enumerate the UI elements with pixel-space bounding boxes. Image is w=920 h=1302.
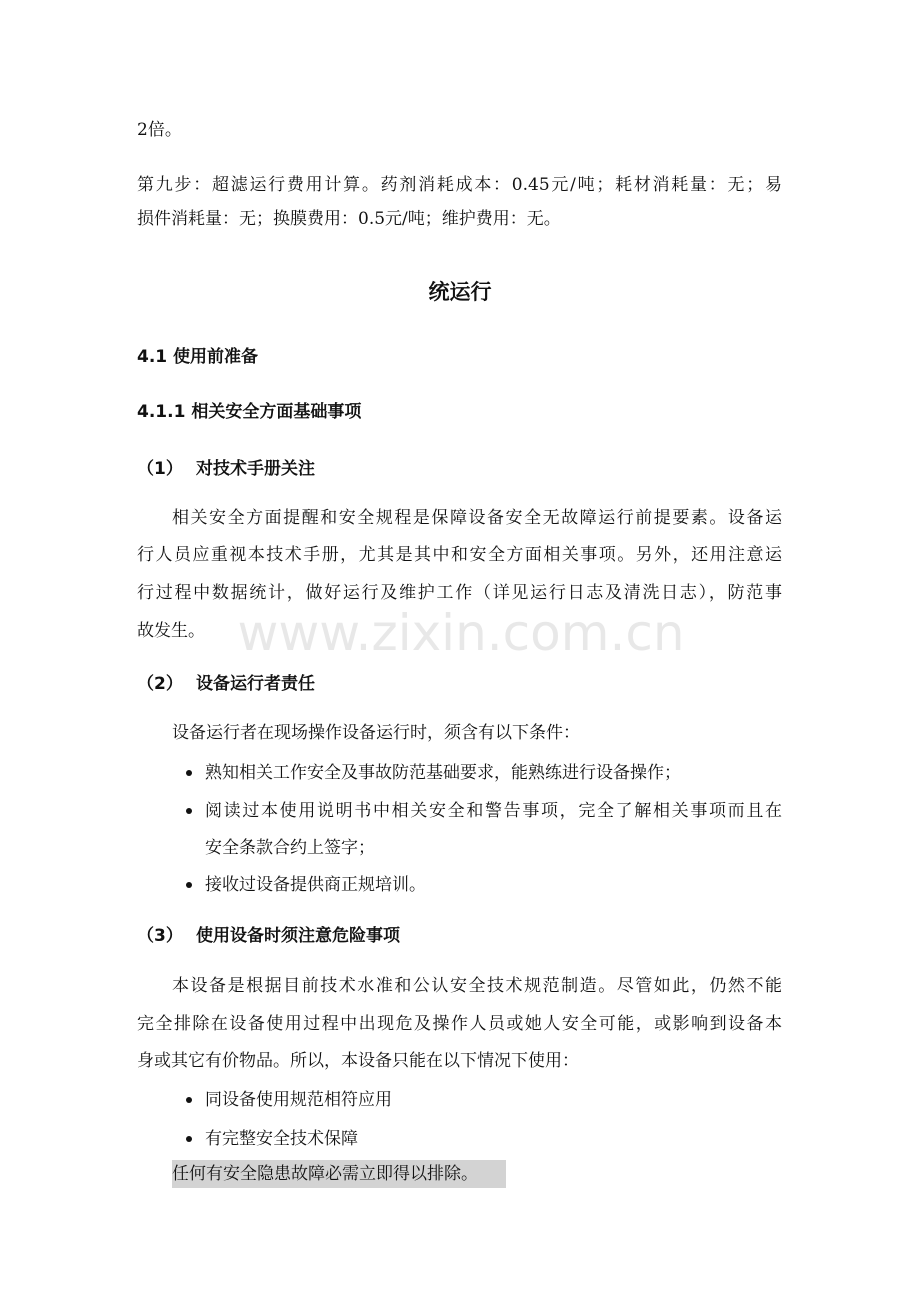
section-heading-4-1-1: 4.1.1 相关安全方面基础事项 — [137, 402, 362, 422]
final-note: 任何有安全隐患故障必需立即得以排除。 — [172, 1164, 478, 1184]
item-1-title: 对技术手册关注 — [196, 459, 315, 479]
item-1-para-line-3: 行过程中数据统计，做好运行及维护工作（详见运行日志及清洗日志），防范事 — [137, 583, 782, 603]
item-1-para-line-4: 故发生。 — [137, 621, 205, 641]
item-2-bullet-1: 熟知相关工作安全及事故防范基础要求，能熟练进行设备操作； — [205, 763, 681, 783]
item-1-para-line-1: 相关安全方面提醒和安全规程是保障设备安全无故障运行前提要素。设备运 — [172, 508, 782, 528]
bullet-icon — [186, 1136, 192, 1142]
bullet-icon — [186, 1097, 192, 1103]
item-3-title: 使用设备时须注意危险事项 — [196, 926, 400, 946]
item-2-title: 设备运行者责任 — [196, 674, 315, 694]
item-1-para-line-2: 行人员应重视本技术手册，尤其是其中和安全方面相关事项。另外，还用注意运 — [137, 545, 782, 565]
item-2-number: （2） — [137, 674, 183, 694]
bullet-icon — [186, 882, 192, 888]
section-heading-4-1: 4.1 使用前准备 — [137, 347, 259, 367]
intro-tail-text: 2倍。 — [137, 120, 182, 140]
bullet-icon — [186, 808, 192, 814]
step9-line-1: 第九步：超滤运行费用计算。药剂消耗成本：0.45元/吨；耗材消耗量：无；易 — [137, 175, 782, 195]
bullet-icon — [186, 770, 192, 776]
item-3-para-line-1: 本设备是根据目前技术水准和公认安全技术规范制造。尽管如此，仍然不能 — [172, 976, 782, 996]
item-3-bullet-2: 有完整安全技术保障 — [205, 1129, 358, 1149]
watermark: www.zixin.com.cn — [237, 604, 685, 662]
item-2-bullet-2-cont: 安全条款合约上签字； — [205, 838, 375, 858]
item-3-number: （3） — [137, 926, 183, 946]
item-3-para-line-2: 完全排除在设备使用过程中出现危及操作人员或她人安全可能，或影响到设备本 — [137, 1014, 782, 1034]
item-2-bullet-3: 接收过设备提供商正规培训。 — [205, 875, 426, 895]
item-3-para-line-3: 身或其它有价物品。所以，本设备只能在以下情况下使用： — [137, 1051, 579, 1071]
item-2-intro: 设备运行者在现场操作设备运行时，须含有以下条件： — [172, 723, 580, 743]
item-3-bullet-1: 同设备使用规范相符应用 — [205, 1090, 392, 1110]
item-1-number: （1） — [137, 459, 183, 479]
chapter-title: 统运行 — [428, 280, 492, 304]
item-2-bullet-2: 阅读过本使用说明书中相关安全和警告事项，完全了解相关事项而且在 — [205, 801, 782, 821]
step9-line-2: 损件消耗量：无；换膜费用：0.5元/吨；维护费用：无。 — [137, 209, 561, 229]
